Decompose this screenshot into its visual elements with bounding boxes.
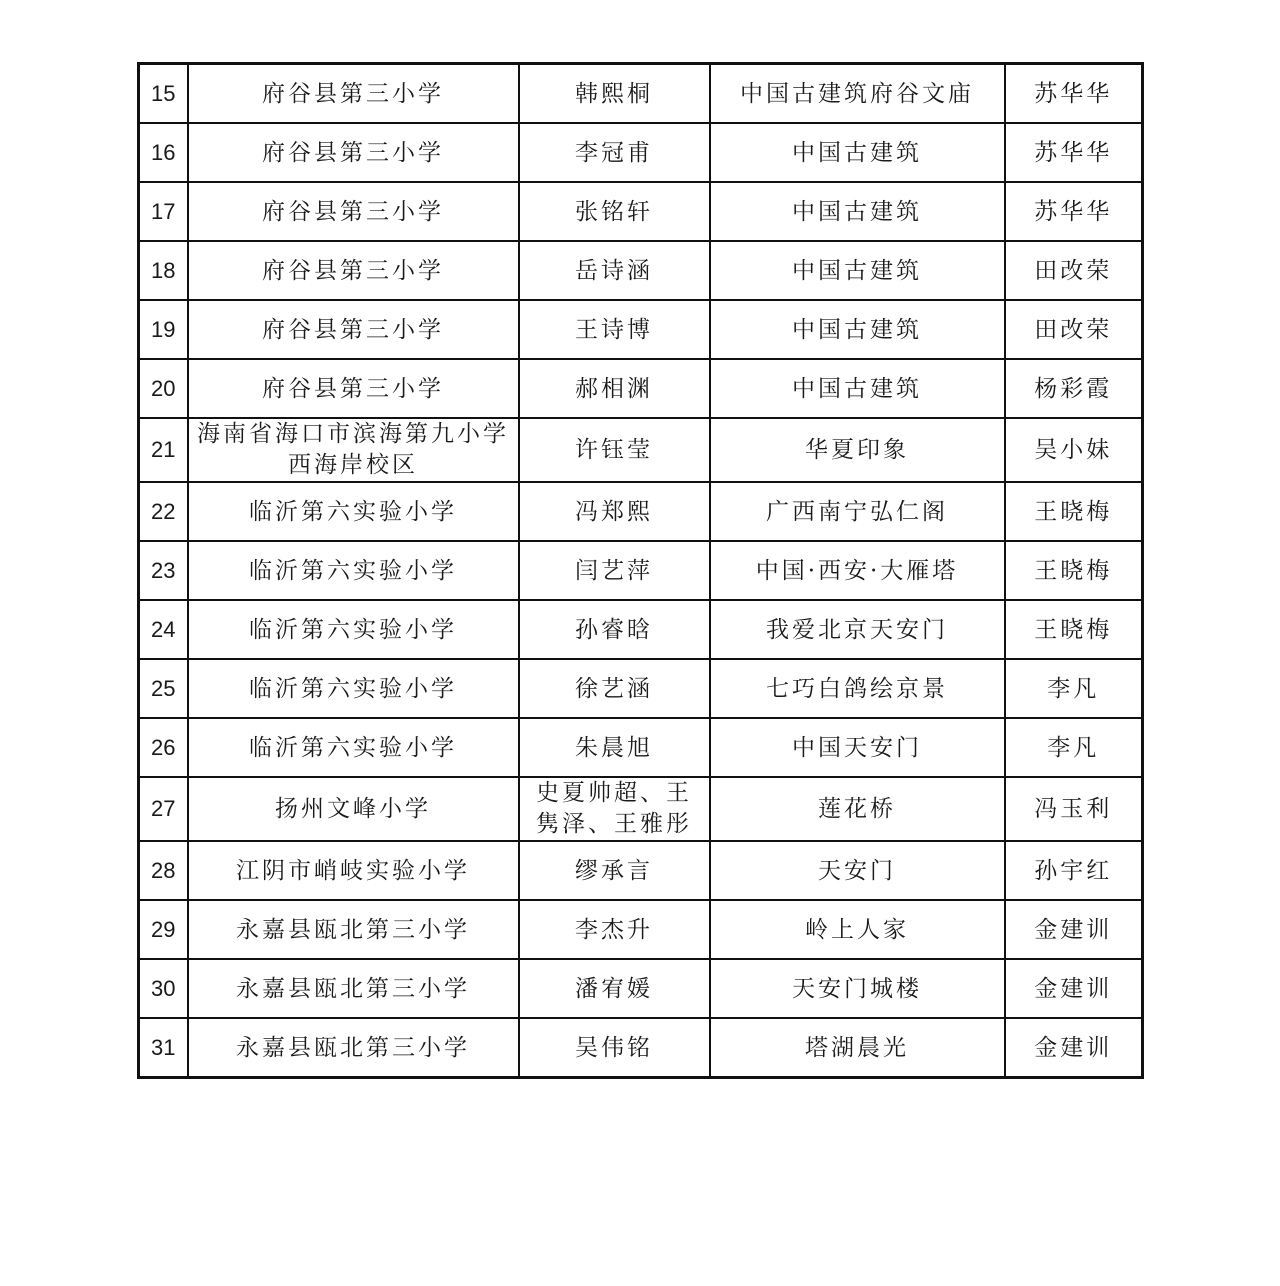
student-cell: 李杰升	[519, 900, 710, 959]
work-title-cell: 中国·西安·大雁塔	[710, 541, 1005, 600]
work-title-cell: 天安门	[710, 841, 1005, 900]
work-title-cell: 中国古建筑	[710, 241, 1005, 300]
table-row	[139, 482, 1143, 541]
table-row	[139, 64, 1143, 124]
table-row	[139, 659, 1143, 718]
table-row	[139, 300, 1143, 359]
student-cell: 朱晨旭	[519, 718, 710, 777]
work-title-cell: 塔湖晨光	[710, 1018, 1005, 1078]
student-cell: 史夏帅超、王隽泽、王雅彤	[519, 777, 710, 841]
school-cell: 府谷县第三小学	[188, 359, 519, 418]
student-cell: 郝相渊	[519, 359, 710, 418]
student-cell: 王诗博	[519, 300, 710, 359]
table-row	[139, 777, 1143, 841]
work-title-cell: 中国古建筑府谷文庙	[710, 64, 1005, 124]
school-cell: 永嘉县瓯北第三小学	[188, 959, 519, 1018]
row-number: 21	[139, 418, 188, 482]
work-title-cell: 天安门城楼	[710, 959, 1005, 1018]
row-number: 28	[139, 841, 188, 900]
school-cell: 永嘉县瓯北第三小学	[188, 1018, 519, 1078]
student-cell: 吴伟铭	[519, 1018, 710, 1078]
row-number: 31	[139, 1018, 188, 1078]
work-title-cell: 中国古建筑	[710, 123, 1005, 182]
school-cell: 永嘉县瓯北第三小学	[188, 900, 519, 959]
work-title-cell: 我爱北京天安门	[710, 600, 1005, 659]
table-row	[139, 841, 1143, 900]
row-number: 30	[139, 959, 188, 1018]
school-cell: 临沂第六实验小学	[188, 600, 519, 659]
row-number: 19	[139, 300, 188, 359]
school-cell: 江阴市峭岐实验小学	[188, 841, 519, 900]
work-title-cell: 岭上人家	[710, 900, 1005, 959]
work-title-cell: 中国古建筑	[710, 182, 1005, 241]
row-number: 27	[139, 777, 188, 841]
teacher-cell: 王晓梅	[1005, 600, 1143, 659]
student-cell: 缪承言	[519, 841, 710, 900]
student-cell: 韩熙桐	[519, 64, 710, 124]
student-cell: 徐艺涵	[519, 659, 710, 718]
table-row	[139, 123, 1143, 182]
school-cell: 府谷县第三小学	[188, 123, 519, 182]
student-cell: 许钰莹	[519, 418, 710, 482]
teacher-cell: 苏华华	[1005, 64, 1143, 124]
row-number: 26	[139, 718, 188, 777]
work-title-cell: 中国古建筑	[710, 300, 1005, 359]
student-cell: 闫艺萍	[519, 541, 710, 600]
school-cell: 府谷县第三小学	[188, 300, 519, 359]
teacher-cell: 田改荣	[1005, 241, 1143, 300]
school-cell: 扬州文峰小学	[188, 777, 519, 841]
work-title-cell: 中国古建筑	[710, 359, 1005, 418]
teacher-cell: 苏华华	[1005, 182, 1143, 241]
row-number: 18	[139, 241, 188, 300]
teacher-cell: 王晓梅	[1005, 541, 1143, 600]
work-title-cell: 华夏印象	[710, 418, 1005, 482]
teacher-cell: 金建训	[1005, 1018, 1143, 1078]
teacher-cell: 杨彩霞	[1005, 359, 1143, 418]
teacher-cell: 金建训	[1005, 959, 1143, 1018]
school-cell: 临沂第六实验小学	[188, 718, 519, 777]
student-cell: 李冠甫	[519, 123, 710, 182]
table-row	[139, 959, 1143, 1018]
table-row	[139, 900, 1143, 959]
table-row	[139, 359, 1143, 418]
teacher-cell: 冯玉利	[1005, 777, 1143, 841]
student-cell: 潘宥媛	[519, 959, 710, 1018]
teacher-cell: 孙宇红	[1005, 841, 1143, 900]
school-cell: 海南省海口市滨海第九小学西海岸校区	[188, 418, 519, 482]
teacher-cell: 李凡	[1005, 718, 1143, 777]
school-cell: 府谷县第三小学	[188, 241, 519, 300]
teacher-cell: 李凡	[1005, 659, 1143, 718]
table-row	[139, 418, 1143, 482]
row-number: 23	[139, 541, 188, 600]
school-cell: 临沂第六实验小学	[188, 482, 519, 541]
school-cell: 府谷县第三小学	[188, 182, 519, 241]
teacher-cell: 金建训	[1005, 900, 1143, 959]
row-number: 16	[139, 123, 188, 182]
row-number: 20	[139, 359, 188, 418]
table-row	[139, 1018, 1143, 1078]
school-cell: 临沂第六实验小学	[188, 541, 519, 600]
award-roster-table	[137, 62, 1144, 1079]
school-cell: 府谷县第三小学	[188, 64, 519, 124]
teacher-cell: 王晓梅	[1005, 482, 1143, 541]
work-title-cell: 莲花桥	[710, 777, 1005, 841]
row-number: 15	[139, 64, 188, 124]
student-cell: 冯郑熙	[519, 482, 710, 541]
school-cell: 临沂第六实验小学	[188, 659, 519, 718]
table-row	[139, 600, 1143, 659]
row-number: 29	[139, 900, 188, 959]
work-title-cell: 中国天安门	[710, 718, 1005, 777]
student-cell: 岳诗涵	[519, 241, 710, 300]
work-title-cell: 七巧白鸽绘京景	[710, 659, 1005, 718]
student-cell: 张铭轩	[519, 182, 710, 241]
row-number: 17	[139, 182, 188, 241]
row-number: 24	[139, 600, 188, 659]
table-row	[139, 718, 1143, 777]
teacher-cell: 苏华华	[1005, 123, 1143, 182]
row-number: 22	[139, 482, 188, 541]
teacher-cell: 田改荣	[1005, 300, 1143, 359]
student-cell: 孙睿晗	[519, 600, 710, 659]
row-number: 25	[139, 659, 188, 718]
work-title-cell: 广西南宁弘仁阁	[710, 482, 1005, 541]
table-row	[139, 182, 1143, 241]
table-row	[139, 541, 1143, 600]
teacher-cell: 吴小妹	[1005, 418, 1143, 482]
table-row	[139, 241, 1143, 300]
